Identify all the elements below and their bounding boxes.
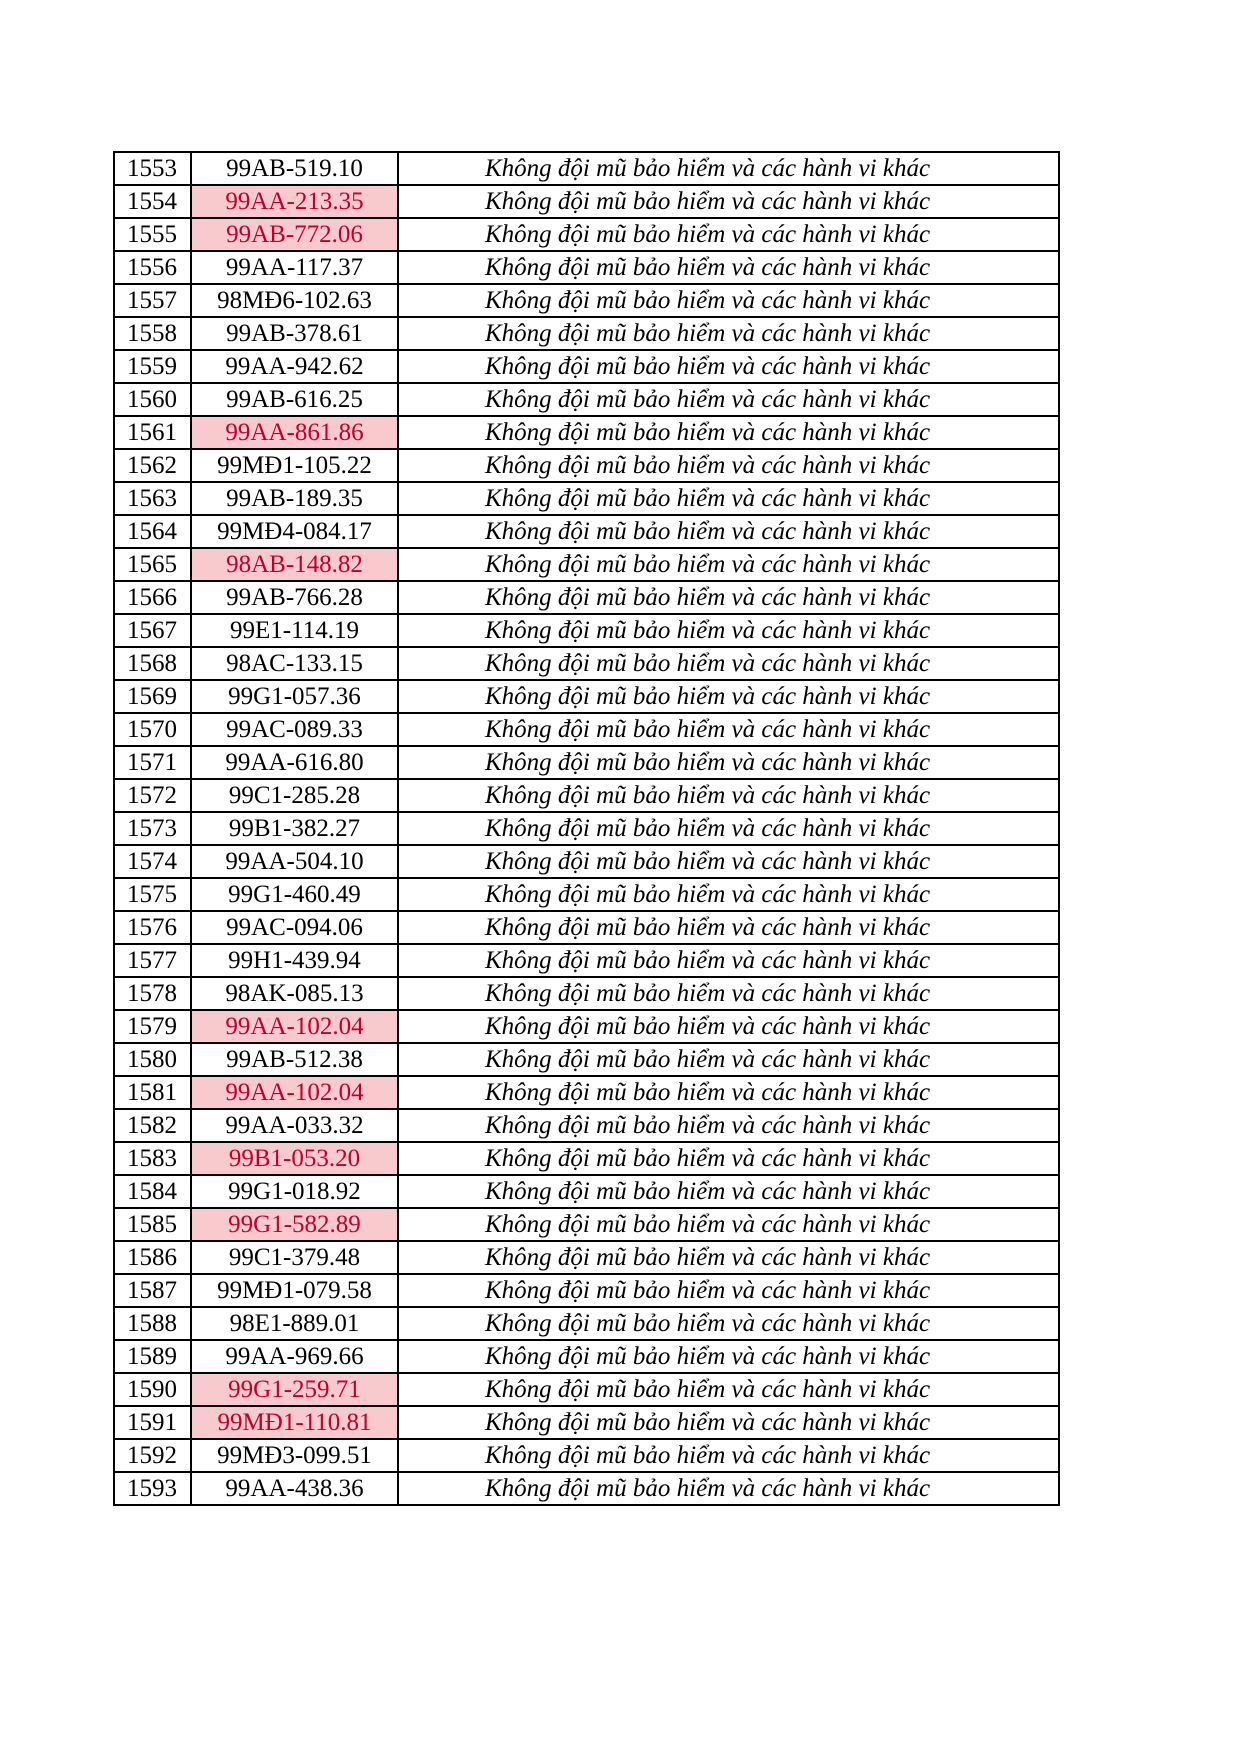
row-number-cell: 1568 xyxy=(114,647,191,680)
violation-description-cell: Không đội mũ bảo hiểm và các hành vi khác xyxy=(398,218,1059,251)
row-number-cell: 1554 xyxy=(114,185,191,218)
row-number-cell: 1587 xyxy=(114,1274,191,1307)
license-plate-cell: 99G1-018.92 xyxy=(191,1175,398,1208)
row-number-cell: 1565 xyxy=(114,548,191,581)
license-plate-cell: 99G1-582.89 xyxy=(191,1208,398,1241)
table-row xyxy=(114,383,1059,416)
row-number-cell: 1563 xyxy=(114,482,191,515)
row-number-cell: 1557 xyxy=(114,284,191,317)
violation-description-cell: Không đội mũ bảo hiểm và các hành vi khác xyxy=(398,1472,1059,1505)
row-number-cell: 1570 xyxy=(114,713,191,746)
violation-description-cell: Không đội mũ bảo hiểm và các hành vi khác xyxy=(398,449,1059,482)
row-number-cell: 1589 xyxy=(114,1340,191,1373)
table-row xyxy=(114,449,1059,482)
row-number-cell: 1583 xyxy=(114,1142,191,1175)
row-number-cell: 1585 xyxy=(114,1208,191,1241)
violation-description-cell: Không đội mũ bảo hiểm và các hành vi khác xyxy=(398,647,1059,680)
table-row xyxy=(114,482,1059,515)
violation-description-cell: Không đội mũ bảo hiểm và các hành vi khác xyxy=(398,1274,1059,1307)
table-row xyxy=(114,251,1059,284)
license-plate-cell: 99AB-189.35 xyxy=(191,482,398,515)
table-row xyxy=(114,416,1059,449)
table-row xyxy=(114,614,1059,647)
row-number-cell: 1582 xyxy=(114,1109,191,1142)
table-row xyxy=(114,1142,1059,1175)
row-number-cell: 1561 xyxy=(114,416,191,449)
table-row xyxy=(114,647,1059,680)
table-row xyxy=(114,812,1059,845)
violation-description-cell: Không đội mũ bảo hiểm và các hành vi khác xyxy=(398,1208,1059,1241)
row-number-cell: 1579 xyxy=(114,1010,191,1043)
license-plate-cell: 98AC-133.15 xyxy=(191,647,398,680)
table-row xyxy=(114,1010,1059,1043)
license-plate-cell: 99H1-439.94 xyxy=(191,944,398,977)
violation-description-cell: Không đội mũ bảo hiểm và các hành vi khác xyxy=(398,1439,1059,1472)
row-number-cell: 1567 xyxy=(114,614,191,647)
table-row xyxy=(114,218,1059,251)
row-number-cell: 1566 xyxy=(114,581,191,614)
row-number-cell: 1572 xyxy=(114,779,191,812)
violation-description-cell: Không đội mũ bảo hiểm và các hành vi khác xyxy=(398,1241,1059,1274)
table-row xyxy=(114,1043,1059,1076)
license-plate-cell: 99AB-378.61 xyxy=(191,317,398,350)
violation-description-cell: Không đội mũ bảo hiểm và các hành vi khác xyxy=(398,548,1059,581)
license-plate-cell: 99C1-285.28 xyxy=(191,779,398,812)
license-plate-cell: 99AA-033.32 xyxy=(191,1109,398,1142)
violation-description-cell: Không đội mũ bảo hiểm và các hành vi khác xyxy=(398,317,1059,350)
table-row xyxy=(114,680,1059,713)
violation-description-cell: Không đội mũ bảo hiểm và các hành vi khác xyxy=(398,1109,1059,1142)
license-plate-cell: 99B1-053.20 xyxy=(191,1142,398,1175)
license-plate-cell: 99AB-772.06 xyxy=(191,218,398,251)
license-plate-cell: 99G1-057.36 xyxy=(191,680,398,713)
table-row xyxy=(114,746,1059,779)
table-row xyxy=(114,845,1059,878)
row-number-cell: 1555 xyxy=(114,218,191,251)
violation-description-cell: Không đội mũ bảo hiểm và các hành vi khác xyxy=(398,614,1059,647)
license-plate-cell: 99AA-102.04 xyxy=(191,1010,398,1043)
table-row xyxy=(114,1109,1059,1142)
row-number-cell: 1576 xyxy=(114,911,191,944)
row-number-cell: 1584 xyxy=(114,1175,191,1208)
license-plate-cell: 99B1-382.27 xyxy=(191,812,398,845)
violation-description-cell: Không đội mũ bảo hiểm và các hành vi khác xyxy=(398,845,1059,878)
violation-description-cell: Không đội mũ bảo hiểm và các hành vi khác xyxy=(398,1043,1059,1076)
table-row xyxy=(114,284,1059,317)
table-row xyxy=(114,878,1059,911)
table-row xyxy=(114,1472,1059,1505)
violations-table xyxy=(113,151,1060,1506)
row-number-cell: 1577 xyxy=(114,944,191,977)
license-plate-cell: 99G1-460.49 xyxy=(191,878,398,911)
violation-description-cell: Không đội mũ bảo hiểm và các hành vi khác xyxy=(398,383,1059,416)
row-number-cell: 1571 xyxy=(114,746,191,779)
license-plate-cell: 98E1-889.01 xyxy=(191,1307,398,1340)
license-plate-cell: 99AC-094.06 xyxy=(191,911,398,944)
violation-description-cell: Không đội mũ bảo hiểm và các hành vi khác xyxy=(398,515,1059,548)
violation-description-cell: Không đội mũ bảo hiểm và các hành vi khác xyxy=(398,1076,1059,1109)
row-number-cell: 1581 xyxy=(114,1076,191,1109)
license-plate-cell: 99AA-616.80 xyxy=(191,746,398,779)
row-number-cell: 1553 xyxy=(114,152,191,185)
violation-description-cell: Không đội mũ bảo hiểm và các hành vi khác xyxy=(398,878,1059,911)
license-plate-cell: 99AA-969.66 xyxy=(191,1340,398,1373)
row-number-cell: 1559 xyxy=(114,350,191,383)
row-number-cell: 1560 xyxy=(114,383,191,416)
violation-description-cell: Không đội mũ bảo hiểm và các hành vi khác xyxy=(398,1142,1059,1175)
violation-description-cell: Không đội mũ bảo hiểm và các hành vi khác xyxy=(398,746,1059,779)
license-plate-cell: 99AA-117.37 xyxy=(191,251,398,284)
license-plate-cell: 99AA-102.04 xyxy=(191,1076,398,1109)
row-number-cell: 1562 xyxy=(114,449,191,482)
row-number-cell: 1558 xyxy=(114,317,191,350)
table-row xyxy=(114,515,1059,548)
license-plate-cell: 99MĐ4-084.17 xyxy=(191,515,398,548)
table-row xyxy=(114,350,1059,383)
license-plate-cell: 98MĐ6-102.63 xyxy=(191,284,398,317)
table-row xyxy=(114,185,1059,218)
violation-description-cell: Không đội mũ bảo hiểm và các hành vi khác xyxy=(398,416,1059,449)
violation-description-cell: Không đội mũ bảo hiểm và các hành vi khác xyxy=(398,284,1059,317)
violation-description-cell: Không đội mũ bảo hiểm và các hành vi khác xyxy=(398,680,1059,713)
license-plate-cell: 99MĐ3-099.51 xyxy=(191,1439,398,1472)
license-plate-cell: 99AB-766.28 xyxy=(191,581,398,614)
license-plate-cell: 99AA-213.35 xyxy=(191,185,398,218)
row-number-cell: 1591 xyxy=(114,1406,191,1439)
table-row xyxy=(114,1208,1059,1241)
license-plate-cell: 99AB-512.38 xyxy=(191,1043,398,1076)
violation-description-cell: Không đội mũ bảo hiểm và các hành vi khác xyxy=(398,251,1059,284)
row-number-cell: 1593 xyxy=(114,1472,191,1505)
violation-description-cell: Không đội mũ bảo hiểm và các hành vi khác xyxy=(398,1307,1059,1340)
row-number-cell: 1564 xyxy=(114,515,191,548)
violation-description-cell: Không đội mũ bảo hiểm và các hành vi khác xyxy=(398,944,1059,977)
row-number-cell: 1575 xyxy=(114,878,191,911)
row-number-cell: 1586 xyxy=(114,1241,191,1274)
table-body xyxy=(114,152,1059,1505)
violation-description-cell: Không đội mũ bảo hiểm và các hành vi khác xyxy=(398,1340,1059,1373)
table-row xyxy=(114,977,1059,1010)
row-number-cell: 1590 xyxy=(114,1373,191,1406)
row-number-cell: 1573 xyxy=(114,812,191,845)
violation-description-cell: Không đội mũ bảo hiểm và các hành vi khác xyxy=(398,1175,1059,1208)
license-plate-cell: 99AA-942.62 xyxy=(191,350,398,383)
table-row xyxy=(114,152,1059,185)
license-plate-cell: 99AB-519.10 xyxy=(191,152,398,185)
table-row xyxy=(114,1439,1059,1472)
violation-description-cell: Không đội mũ bảo hiểm và các hành vi khác xyxy=(398,1406,1059,1439)
table-row xyxy=(114,548,1059,581)
license-plate-cell: 99MĐ1-110.81 xyxy=(191,1406,398,1439)
violation-description-cell: Không đội mũ bảo hiểm và các hành vi khác xyxy=(398,977,1059,1010)
row-number-cell: 1578 xyxy=(114,977,191,1010)
table-row xyxy=(114,911,1059,944)
table-row xyxy=(114,317,1059,350)
row-number-cell: 1580 xyxy=(114,1043,191,1076)
violation-description-cell: Không đội mũ bảo hiểm và các hành vi khác xyxy=(398,185,1059,218)
license-plate-cell: 99AA-861.86 xyxy=(191,416,398,449)
violation-description-cell: Không đội mũ bảo hiểm và các hành vi khác xyxy=(398,152,1059,185)
table-row xyxy=(114,779,1059,812)
violation-description-cell: Không đội mũ bảo hiểm và các hành vi khác xyxy=(398,1010,1059,1043)
row-number-cell: 1588 xyxy=(114,1307,191,1340)
violation-description-cell: Không đội mũ bảo hiểm và các hành vi khác xyxy=(398,350,1059,383)
license-plate-cell: 98AB-148.82 xyxy=(191,548,398,581)
table-row xyxy=(114,581,1059,614)
license-plate-cell: 98AK-085.13 xyxy=(191,977,398,1010)
row-number-cell: 1592 xyxy=(114,1439,191,1472)
table-row xyxy=(114,1307,1059,1340)
table-row xyxy=(114,1406,1059,1439)
license-plate-cell: 99E1-114.19 xyxy=(191,614,398,647)
table-row xyxy=(114,1274,1059,1307)
row-number-cell: 1556 xyxy=(114,251,191,284)
table-row xyxy=(114,1175,1059,1208)
table-row xyxy=(114,1373,1059,1406)
license-plate-cell: 99MĐ1-105.22 xyxy=(191,449,398,482)
license-plate-cell: 99G1-259.71 xyxy=(191,1373,398,1406)
violation-description-cell: Không đội mũ bảo hiểm và các hành vi khác xyxy=(398,779,1059,812)
violation-description-cell: Không đội mũ bảo hiểm và các hành vi khác xyxy=(398,482,1059,515)
license-plate-cell: 99C1-379.48 xyxy=(191,1241,398,1274)
violation-description-cell: Không đội mũ bảo hiểm và các hành vi khác xyxy=(398,911,1059,944)
license-plate-cell: 99AA-504.10 xyxy=(191,845,398,878)
table-row xyxy=(114,944,1059,977)
row-number-cell: 1569 xyxy=(114,680,191,713)
violation-description-cell: Không đội mũ bảo hiểm và các hành vi khác xyxy=(398,812,1059,845)
table-row xyxy=(114,1076,1059,1109)
table-row xyxy=(114,713,1059,746)
license-plate-cell: 99AC-089.33 xyxy=(191,713,398,746)
violation-description-cell: Không đội mũ bảo hiểm và các hành vi khác xyxy=(398,1373,1059,1406)
license-plate-cell: 99AA-438.36 xyxy=(191,1472,398,1505)
violation-description-cell: Không đội mũ bảo hiểm và các hành vi khác xyxy=(398,713,1059,746)
license-plate-cell: 99AB-616.25 xyxy=(191,383,398,416)
table-row xyxy=(114,1241,1059,1274)
row-number-cell: 1574 xyxy=(114,845,191,878)
violation-description-cell: Không đội mũ bảo hiểm và các hành vi khác xyxy=(398,581,1059,614)
license-plate-cell: 99MĐ1-079.58 xyxy=(191,1274,398,1307)
table-row xyxy=(114,1340,1059,1373)
